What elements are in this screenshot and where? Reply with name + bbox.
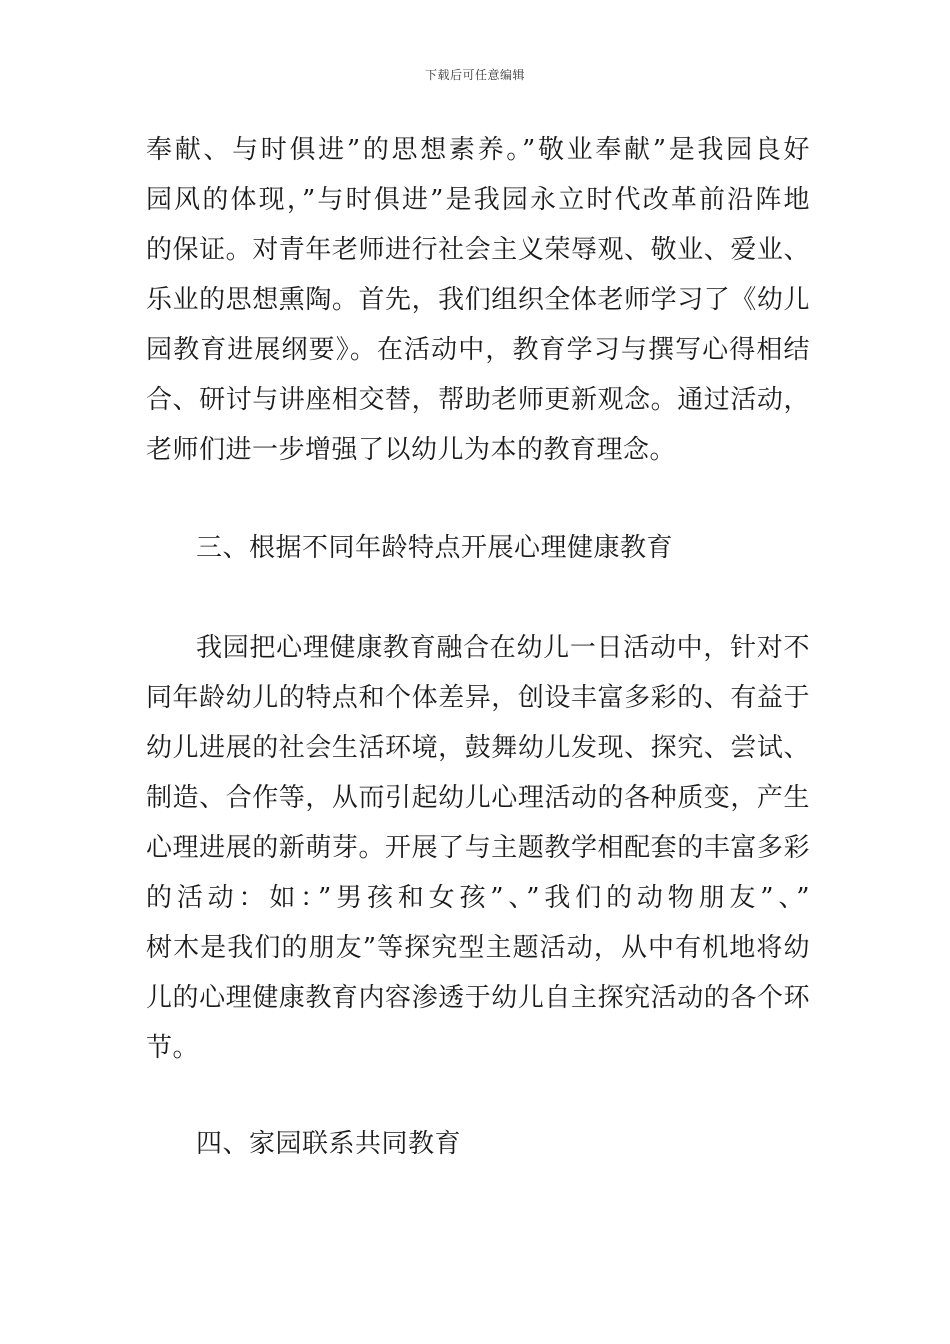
text-line: 儿的心理健康教育内容渗透于幼儿自主探究活动的各个环 [146, 983, 810, 1013]
text-line: 幼儿进展的社会生活环境，鼓舞幼儿发现、探究、尝试、 [146, 733, 810, 763]
section-heading-4: 四、家园联系共同教育 [196, 1129, 462, 1159]
text-line: 老师们进一步增强了以幼儿为本的教育理念。 [146, 435, 677, 465]
text-line: 我园把心理健康教育融合在幼儿一日活动中，针对不 [196, 633, 810, 663]
text-line: 园教育进展纲要》。在活动中，教育学习与撰写心得相结 [146, 335, 810, 365]
text-line: 合、研讨与讲座相交替，帮助老师更新观念。通过活动， [146, 385, 810, 415]
text-line: 园风的体现，”与时俱进”是我园永立时代改革前沿阵地 [146, 185, 810, 215]
text-line: 心理进展的新萌芽。开展了与主题教学相配套的丰富多彩 [146, 833, 810, 863]
text-line: 的保证。对青年老师进行社会主义荣辱观、敬业、爱业、 [146, 235, 810, 265]
text-line: 同年龄幼儿的特点和个体差异，创设丰富多彩的、有益于 [146, 683, 810, 713]
section-heading-3: 三、根据不同年龄特点开展心理健康教育 [196, 533, 674, 563]
text-line: 制造、合作等，从而引起幼儿心理活动的各种质变，产生 [146, 783, 810, 813]
text-line: 节。 [146, 1033, 200, 1063]
text-line: 的活动：如：”男孩和女孩”、”我们的动物朋友”、” [146, 883, 810, 913]
page-header-note: 下载后可任意编辑 [424, 68, 525, 82]
text-line: 树木是我们的朋友”等探究型主题活动，从中有机地将幼 [146, 933, 810, 963]
text-line: 奉献、与时俱进”的思想素养。”敬业奉献”是我园良好 [146, 135, 810, 165]
text-line: 乐业的思想熏陶。首先，我们组织全体老师学习了《幼儿 [146, 285, 810, 315]
